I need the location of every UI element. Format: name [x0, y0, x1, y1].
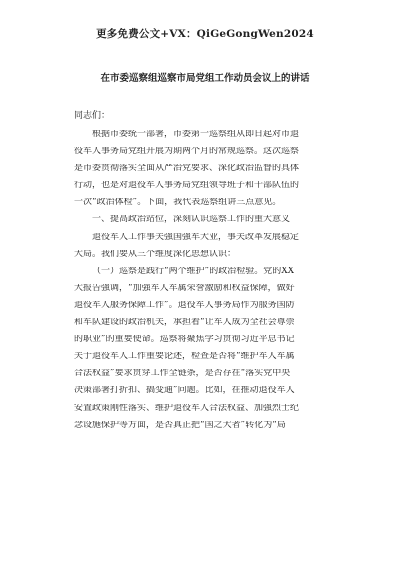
document-body	[74, 112, 336, 438]
body-line: 关于退役军人工作重要论述，检查是否将“维护军人军属	[74, 352, 295, 362]
body-line: 退役军人服务保障工作”。退役军人事务局作为服务国防	[74, 300, 295, 310]
body-line: （一）巡察是践行“两个维护”的政治检验。党的XX	[92, 266, 295, 276]
body-line: 根据市委统一部署，市委第一巡察组从即日起对市退	[92, 130, 300, 139]
body-line: 的职业”的重要使命。巡察将聚焦学习贯彻习近平总书记	[74, 335, 295, 345]
body-line: 役军人事务局党组开展为期两个月的常规巡察。这次巡察	[74, 147, 300, 157]
document-title: 在市委巡察组巡察市局党组工作动员会议上的讲话	[100, 73, 310, 84]
salutation: 同志们：	[74, 111, 111, 121]
body-line: 退役军人工作事关强国强军大业，事关改革发展稳定	[92, 232, 300, 242]
header-watermark-line: 更多免费公文+VX：QiGeGongWen2024	[96, 28, 314, 40]
body-line: 一、提高政治站位，深刻认识巡察工作的重大意义	[92, 215, 291, 225]
body-line: 安置政策刚性落实、维护退役军人合法权益、加强烈士纪	[74, 403, 300, 413]
body-line: 念设施保护等方面，是否真正把“国之大者”转化为“局	[74, 420, 286, 430]
body-line: 和军队建设的政治机关，承担着“让军人成为全社会尊崇	[74, 318, 295, 328]
body-line: 行动，也是对退役军人事务局党组领导班子和干部队伍的	[74, 181, 300, 191]
body-line: 是市委贯彻落实全面从严治党要求、深化政治监督的具体	[74, 164, 300, 174]
body-lines	[74, 130, 336, 438]
body-line: 合法权益”要求贯穿工作全链条，是否存在“落实党中央	[74, 369, 291, 379]
body-line: 大局。我们要从三个维度深化思想认识：	[74, 249, 237, 259]
body-line: 一次“政治体检”。下面，我代表巡察组讲三点意见。	[74, 198, 282, 208]
body-line: 大报告强调，“加强军人军属荣誉激励和权益保障，做好	[74, 283, 295, 293]
body-line: 决策部署打折扣、搞变通”问题。比如，在推动退役军人	[74, 386, 295, 396]
